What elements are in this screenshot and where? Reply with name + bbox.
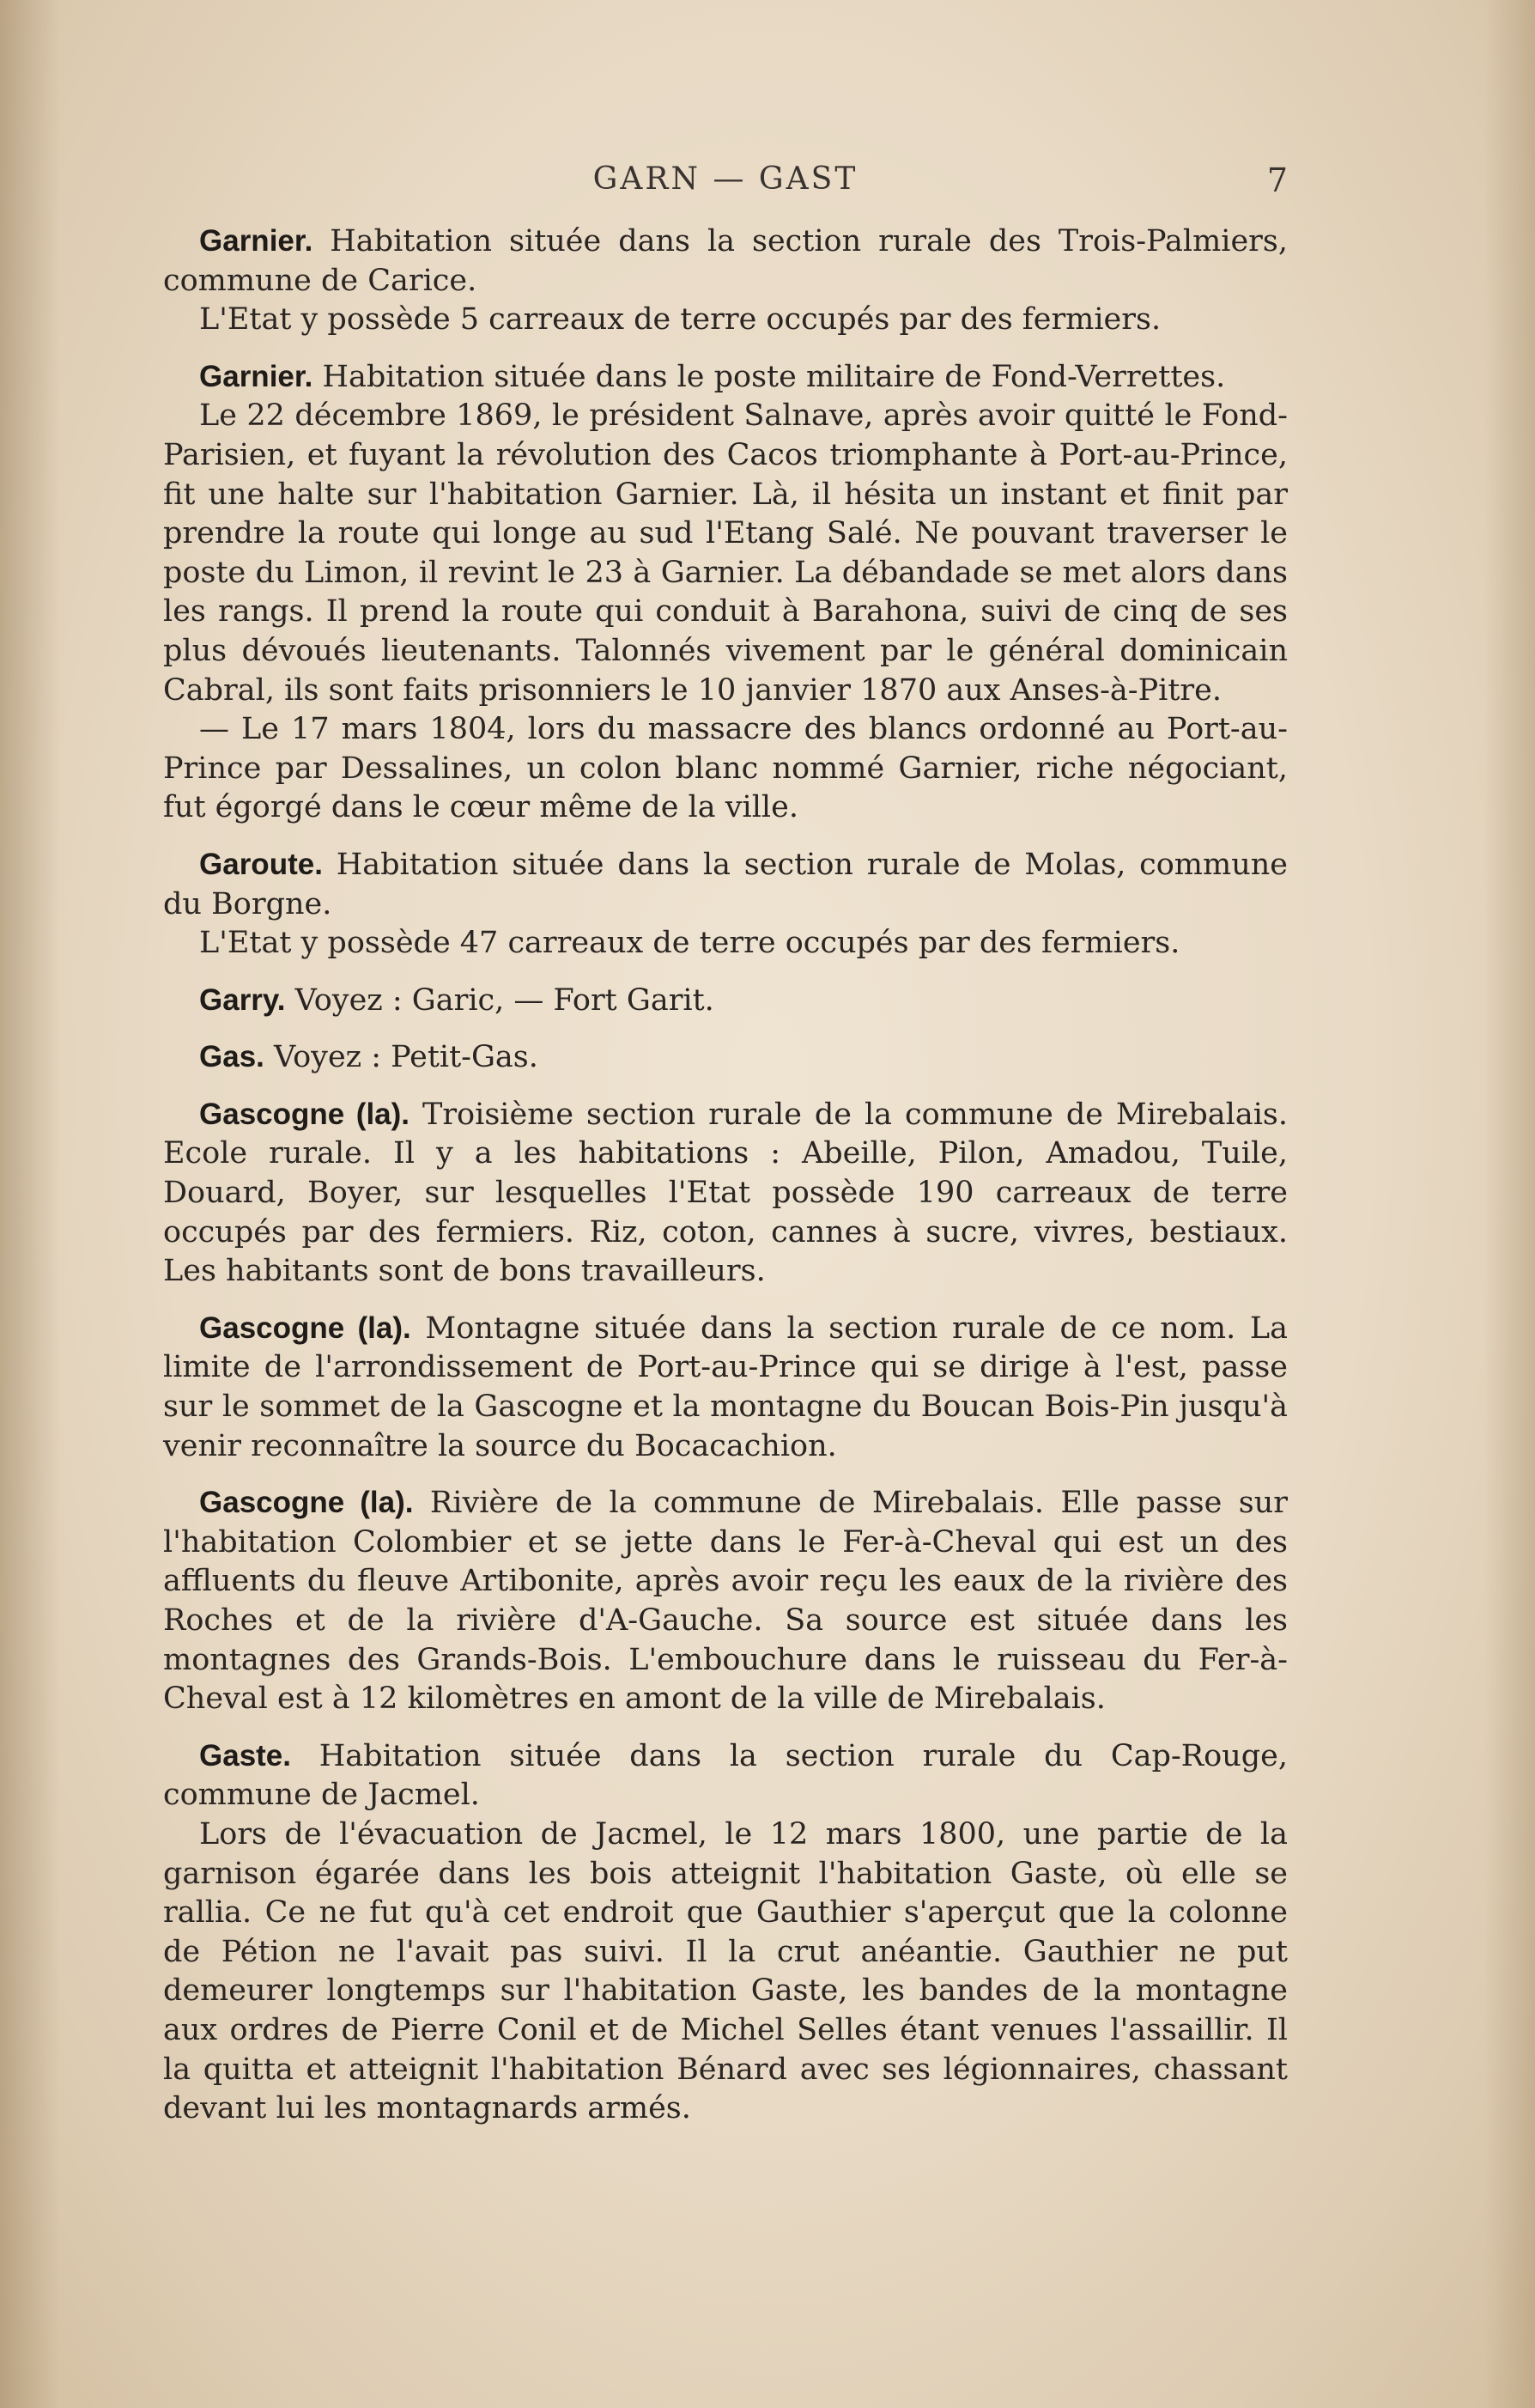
entry-text: L'Etat y possède 47 carreaux de terre occupés par des fermiers. [199,926,1180,961]
entry-paragraph [163,1095,1288,1292]
entry-paragraph [163,301,1288,340]
entry-text: Habitation située dans la section rurale de Molas, commune du Borgne. [163,847,1288,921]
entry-garoute [163,845,1288,964]
entry-text: Voyez : Petit-Gas. [274,1040,538,1075]
headword: Gascogne (la). [199,1486,414,1520]
entry-paragraph [163,1037,1288,1078]
entry-gaste [163,1736,1288,2129]
entry-paragraph [163,397,1288,710]
entry-text: Voyez : Garic, — Fort Garit. [294,982,714,1018]
page-edge-shadow-right [1483,0,1535,2408]
entry-paragraph [163,981,1288,1021]
headword: Gascogne (la). [199,1097,410,1131]
entry-paragraph [163,1736,1288,1815]
entry-gas [163,1037,1288,1078]
entry-paragraph [163,845,1288,924]
entry-text: Montagne située dans la section rurale de ce nom. La limite de l'arrondissement de Port-au-Prince qui se dirige à l'est, passe sur le sommet de la Gascogne et la montagne du Boucan Bois-Pin jusqu'à venir reconnaître la source du Bocacachion. [163,1310,1288,1463]
headword: Gas. [199,1040,264,1074]
entry-gascogne-section [163,1095,1288,1292]
entry-paragraph [163,1309,1288,1466]
running-head: GARN — GAST [592,161,859,197]
entry-text: Rivière de la commune de Mirebalais. Elle passe sur l'habitation Colombier et se jette dans le Fer-à-Cheval qui est un des affluents du fleuve Artibonite, après avoir reçu les eaux de la rivière des Roches et de la rivière d'A-Gauche. Sa source est située dans les montagnes des Grands-Bois. L'embouchure dans le ruisseau du Fer-à-Cheval est à 12 kilomètres en amont de la ville de Mirebalais. [163,1486,1289,1717]
entry-paragraph [163,1483,1288,1719]
entry-garry [163,981,1288,1021]
entry-text: Habitation située dans la section rurale des Trois-Palmiers, commune de Carice. [163,224,1288,298]
entry-text: Troisième section rurale de la commune de Mirebalais. Ecole rurale. Il y a les habitations : Abeille, Pilon, Amadou, Tuile, Douard, Boyer, sur lesquelles l'Etat possède 190 carreaux de terre occupés par des fermiers. Riz, coton, cannes à sucre, vivres, bestiaux. Les habitants sont de bons travailleurs. [163,1097,1288,1289]
entry-text: Lors de l'évacuation de Jacmel, le 12 mars 1800, une partie de la garnison égarée dans les bois atteignit l'habitation Gaste, où elle se rallia. Ce ne fut qu'à cet endroit que Gauthier s'aperçut que la colonne de Pétion ne l'avait pas suivi. Il la crut anéantie. Gauthier ne put demeurer longtemps sur l'habitation Gaste, les bandes de la montagne aux ordres de Pierre Conil et de Michel Selles étant venues l'assaillir. Il la quitta et atteignit l'habitation Bénard avec ses légionnaires, chassant devant lui les montagnards armés. [163,1816,1288,2126]
page-edge-shadow-left [0,0,60,2408]
entry-gascogne-montagne [163,1309,1288,1466]
entry-text: Habitation située dans la section rurale du Cap-Rouge, commune de Jacmel. [163,1738,1288,1813]
headword: Gaste. [199,1738,291,1773]
headword: Garry. [199,982,286,1017]
entry-text: Habitation située dans le poste militaire de Fond-Verrettes. [322,359,1226,394]
entry-paragraph [163,357,1288,398]
page-header [163,161,1288,204]
headword: Garnier. [199,359,313,393]
entry-paragraph [163,1815,1288,2129]
entry-garnier-carice [163,222,1288,340]
entry-text: Le 22 décembre 1869, le président Salnave, après avoir quitté le Fond-Parisien, et fuyant la révolution des Cacos triomphante à Port-au-Prince, fit une halte sur l'habitation Garnier. Là, il hésita un instant et finit par prendre la route qui longe au sud l'Etang Salé. Ne pouvant traverser le poste du Limon, il revint le 23 à Garnier. La débandade se met alors dans les rangs. Il prend la route qui conduit à Barahona, suivi de cinq de ses plus dévoués lieutenants. Talonnés vivement par le général dominicain Cabral, ils sont faits prisonniers le 10 janvier 1870 aux Anses-à-Pitre. [163,398,1288,708]
entry-text: — Le 17 mars 1804, lors du massacre des blancs ordonné au Port-au-Prince par Dessalines, un colon blanc nommé Garnier, riche négociant, fut égorgé dans le cœur même de la ville. [163,712,1288,825]
dictionary-text [163,222,1288,2146]
entry-gascogne-riviere [163,1483,1288,1719]
entry-paragraph [163,710,1288,828]
entry-paragraph [163,924,1288,964]
headword: Garoute. [199,847,323,881]
entry-paragraph [163,222,1288,301]
entry-text: L'Etat y possède 5 carreaux de terre occupés par des fermiers. [199,302,1162,337]
headword: Gascogne (la). [199,1310,411,1345]
headword: Garnier. [199,224,313,258]
page-number: 7 [1266,161,1288,199]
entry-garnier-fond-verrettes [163,357,1288,828]
